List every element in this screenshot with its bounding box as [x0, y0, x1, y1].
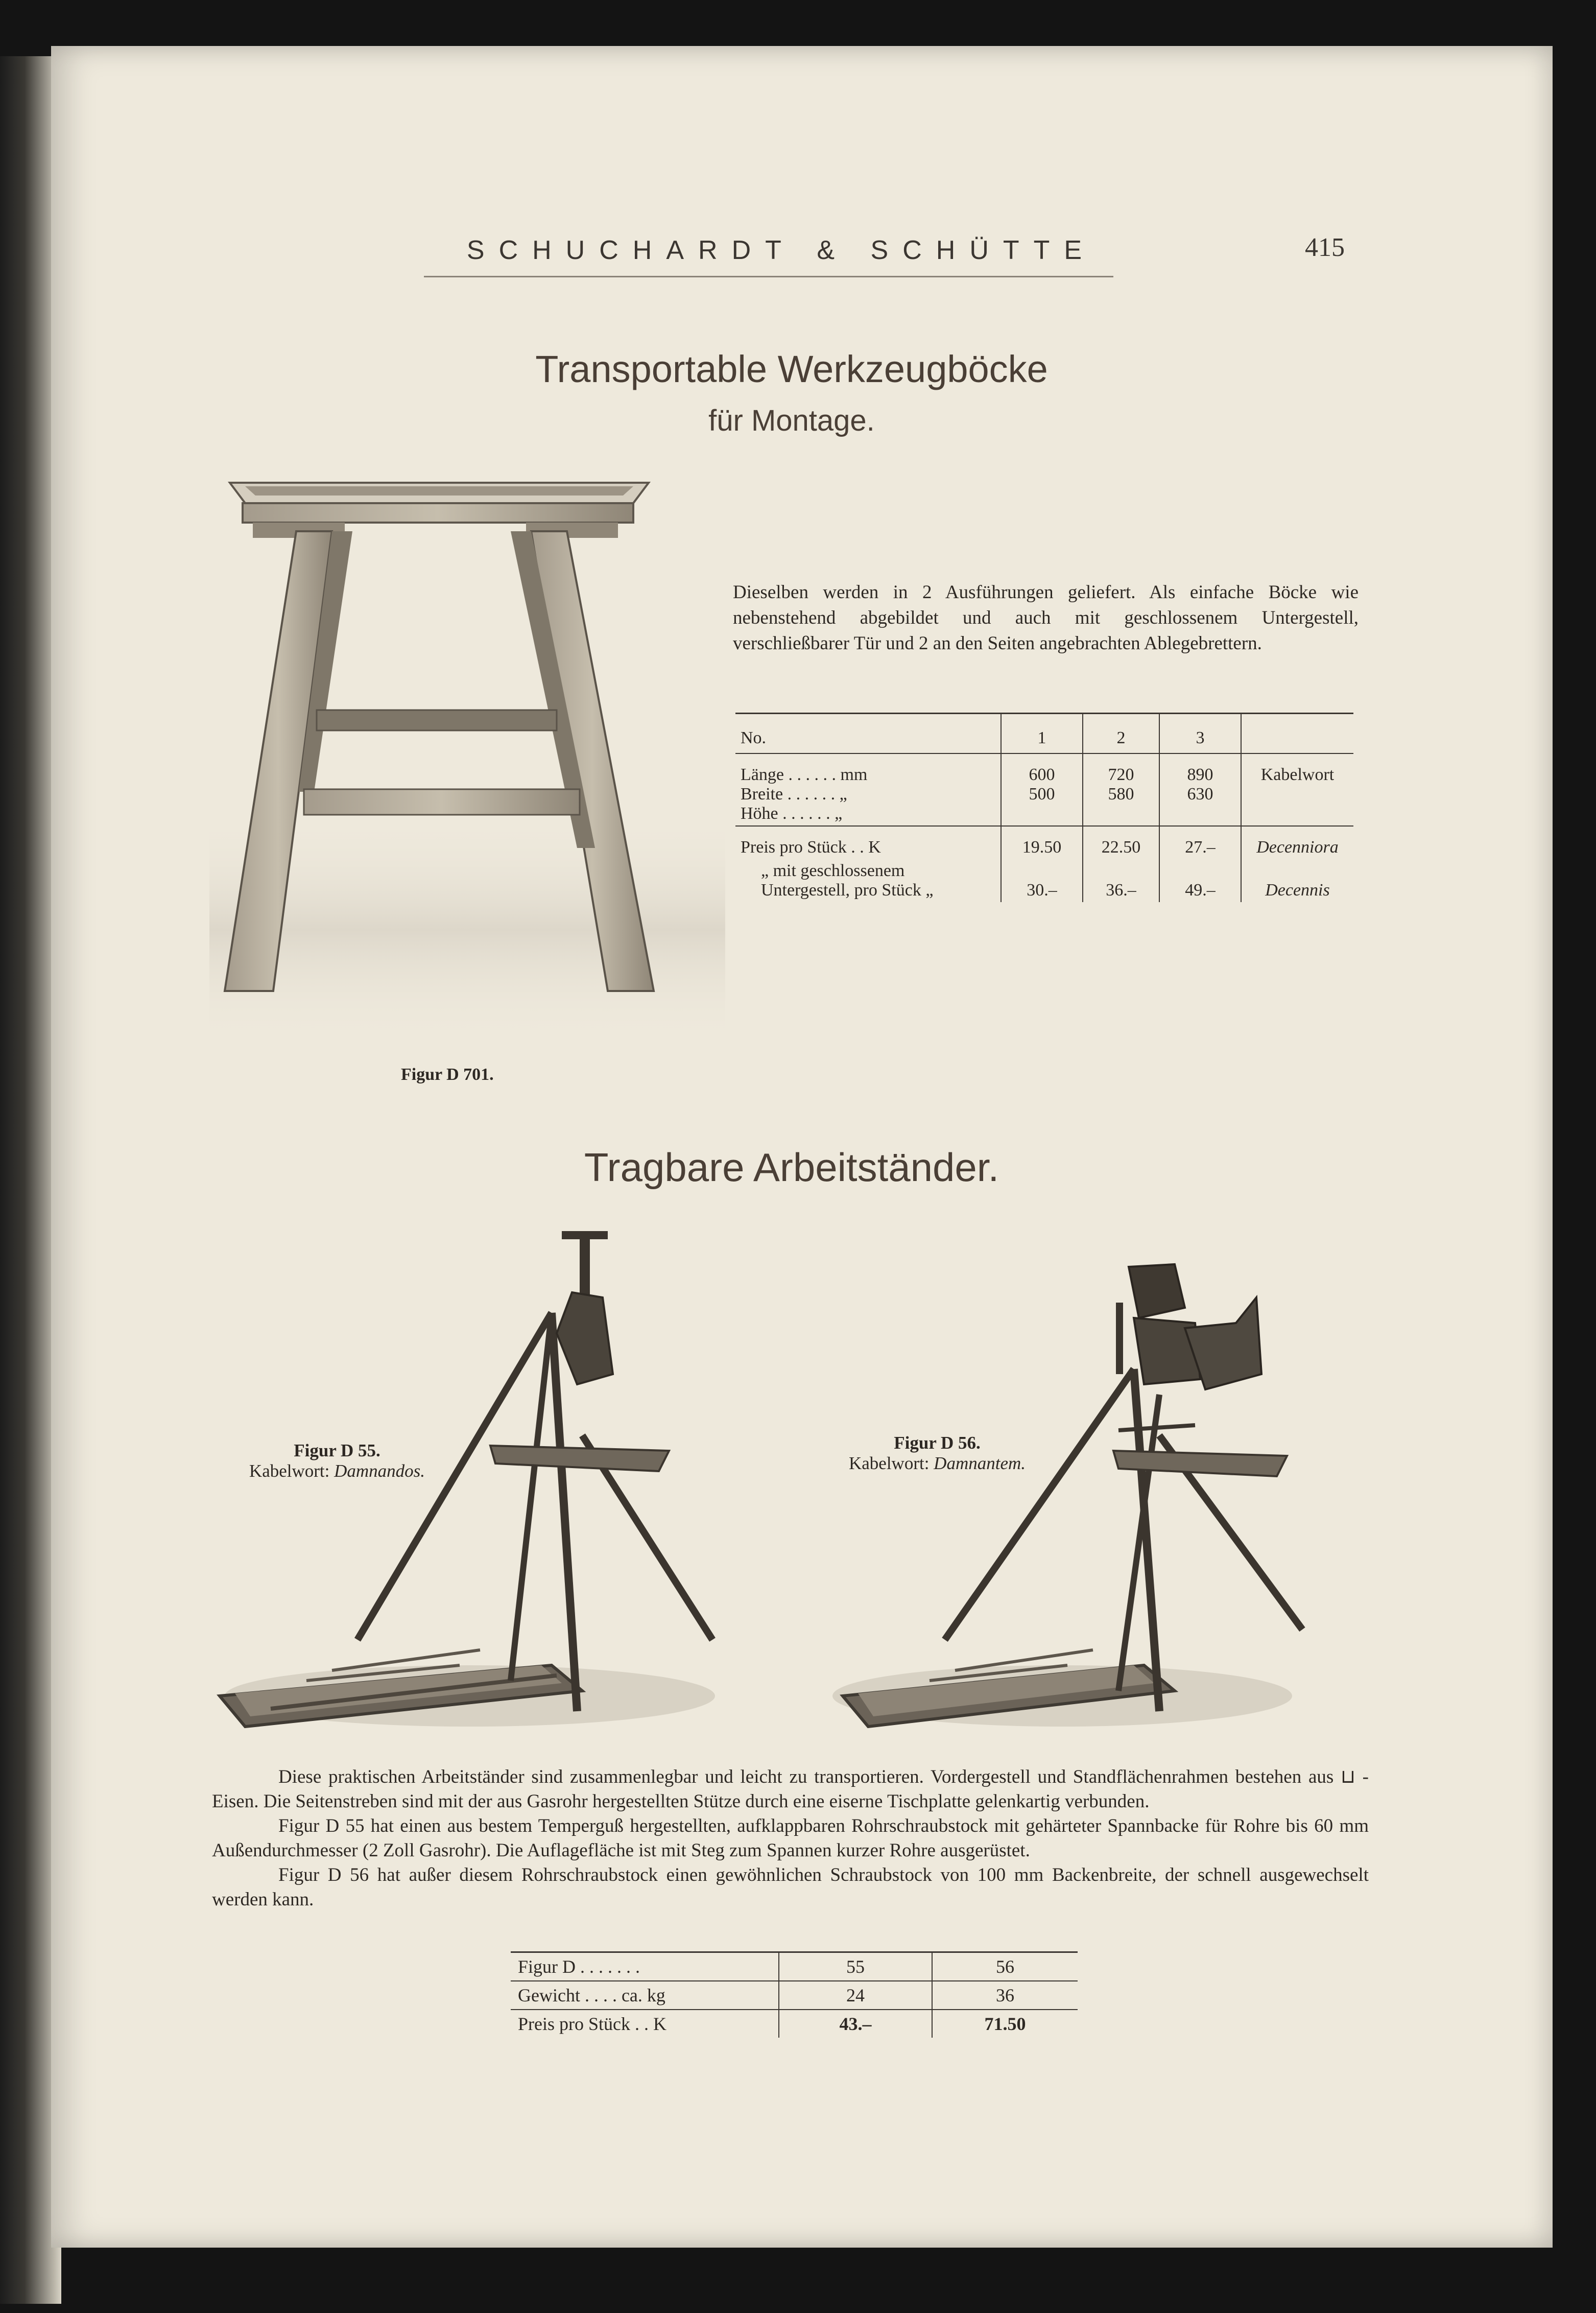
fig-d55-kabelwort-prefix: Kabelwort: — [249, 1461, 330, 1481]
spec-price2-1: 30.– — [1001, 859, 1083, 902]
spec-price-2: 22.50 — [1083, 826, 1159, 859]
bottom-figur-56: 56 — [996, 1956, 1014, 1977]
spec-breite-1: 500 — [1029, 785, 1055, 804]
spec-laenge-2: 720 — [1108, 765, 1134, 784]
body-paragraph-1: Diese praktischen Arbeitständer sind zusammenlegbar und leicht zu transportieren. Vordergestell und Standflächenrahmen bestehen aus ⊔ - Eisen. Die Seitenstreben sind mit der aus Gasrohr hergestellten Stütze durch eine eiserne Tischplatte gelenkartig verbunden. — [212, 1766, 1369, 1812]
bottom-figur-label: Figur D . . . . . . . — [511, 1952, 779, 1981]
running-title: SCHUCHARDT & SCHÜTTE — [466, 235, 1097, 265]
section-title-arbeitstaender: Tragbare Arbeitständer. — [584, 1145, 999, 1190]
spec-price2-code: Decennis — [1265, 881, 1330, 900]
section-subtitle-montage: für Montage. — [708, 404, 875, 437]
spec-breite-3: 630 — [1187, 785, 1213, 804]
spec-no-2: 2 — [1083, 714, 1159, 754]
header-rule — [424, 276, 1113, 277]
spec-kabelwort-label: Kabelwort — [1260, 765, 1335, 784]
spec-laenge-3: 890 — [1187, 765, 1213, 784]
fig-d56-label: Figur D 56. — [894, 1433, 981, 1453]
fig-d56-kabelwort: Damnantem. — [934, 1453, 1026, 1473]
page-number: 415 — [1305, 233, 1345, 262]
werkzeugbock-spec-table — [735, 713, 1353, 902]
workbench-illustration — [199, 460, 735, 1052]
spec-breite-2: 580 — [1108, 785, 1134, 804]
spec-price2-2: 36.– — [1083, 859, 1159, 902]
spec-hoehe-label: Höhe . . . . . . „ — [741, 804, 843, 823]
spec-price-label: Preis pro Stück . . K — [735, 826, 1001, 859]
spec-header-label: No. — [735, 714, 1001, 754]
spec-no-3: 3 — [1159, 714, 1241, 754]
bottom-figur-55: 55 — [779, 1952, 932, 1981]
body-paragraph-3: Figur D 56 hat außer diesem Rohrschraubstock einen gewöhnlichen Schraubstock von 100 mm Backenbreite, der schnell ausgewechselt werden kann. — [212, 1864, 1369, 1910]
bottom-gewicht-label: Gewicht . . . . ca. kg — [511, 1981, 779, 2010]
fig-d55-kabelwort: Damnandos. — [334, 1461, 425, 1481]
spec-laenge-1: 600 — [1029, 765, 1055, 784]
arbeitstaender-table — [511, 1951, 1078, 2038]
bottom-gewicht-56: 36 — [996, 1985, 1014, 2005]
spec-price-1: 19.50 — [1001, 826, 1083, 859]
spec-price-3: 27.– — [1159, 826, 1241, 859]
spec-price2-label-2: Untergestell, pro Stück „ — [761, 881, 934, 900]
section1-description: Dieselben werden in 2 Ausführungen geliefert. Als einfache Böcke wie nebenstehend abgebildet und auch mit geschlossenem Untergestell, verschließbarer Tür und 2 an den Seiten angebrachten Ablegebrettern. — [733, 582, 1359, 654]
fig-d55-label-block — [215, 1441, 460, 1481]
section2-body-text — [212, 1765, 1369, 1912]
bottom-gewicht-55: 24 — [779, 1981, 932, 2010]
fig-d56-label-block — [817, 1433, 1057, 1474]
spec-price2-label-1: „ mit geschlossenem — [761, 861, 905, 880]
figure-caption-d701: Figur D 701. — [401, 1065, 494, 1084]
spec-laenge-label: Länge . . . . . . mm — [741, 765, 868, 784]
section-title-werkzeugboecke: Transportable Werkzeugböcke — [535, 348, 1048, 390]
stand-d56-illustration — [827, 1241, 1338, 1742]
body-paragraph-2: Figur D 55 hat einen aus bestem Temperguß hergestellten, aufklappbaren Rohrschraubstock mit gehärteter Spannbacke für Rohre bis 60 mm Außendurchmesser (2 Zoll Gasrohr). Die Auflagefläche ist mit Steg zum Spannen kurzer Rohre ausgerüstet. — [212, 1815, 1369, 1861]
spec-no-1: 1 — [1001, 714, 1083, 754]
bottom-preis-56: 71.50 — [984, 2014, 1026, 2034]
spec-breite-label: Breite . . . . . . „ — [741, 785, 847, 804]
stand-d55-illustration — [204, 1221, 746, 1742]
bottom-preis-55: 43.– — [779, 2010, 932, 2038]
fig-d56-kabelwort-prefix: Kabelwort: — [848, 1453, 930, 1473]
spec-price2-3: 49.– — [1159, 859, 1241, 902]
spec-price-code: Decenniora — [1256, 838, 1339, 857]
bottom-preis-label: Preis pro Stück . . K — [511, 2010, 779, 2038]
fig-d55-label: Figur D 55. — [294, 1441, 380, 1460]
